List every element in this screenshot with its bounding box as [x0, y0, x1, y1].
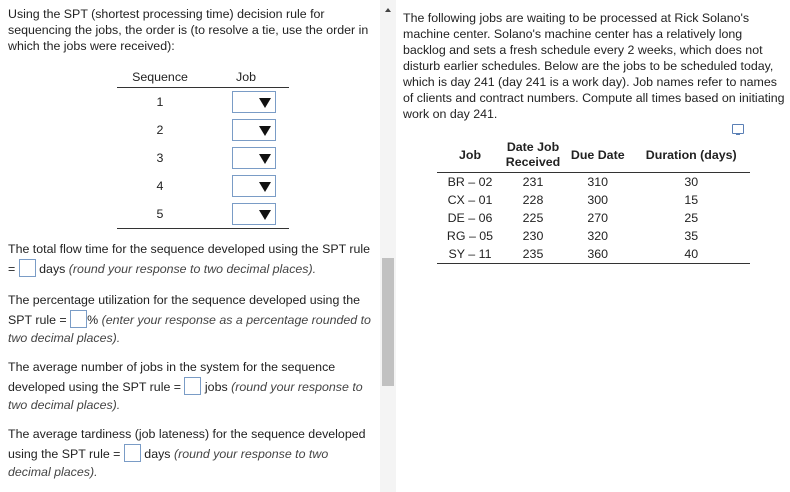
date-received-column-header: Date Job Received [503, 138, 563, 173]
job-header: Job [203, 67, 289, 88]
table-row [437, 209, 750, 227]
duration-cell: 35 [684, 229, 699, 243]
unit-label: % [87, 312, 99, 327]
job-cell: RG – 05 [446, 229, 494, 243]
sequence-number: 2 [156, 123, 164, 137]
dropdown-arrow-icon [259, 210, 271, 220]
question-text: The average tardiness (job lateness) for the sequence developed using the SPT rule = [8, 427, 366, 461]
avg-tardiness-input[interactable] [124, 444, 141, 462]
dropdown-arrow-icon [259, 154, 271, 164]
copy-data-icon[interactable] [732, 124, 744, 134]
total-flow-time-question [8, 240, 373, 278]
problem-text: The following jobs are waiting to be processed at Rick Solano's machine center. Solano's machine center has a relatively long backlog and sets a fresh schedule every 2 weeks, which does not disturb earlier schedules. Below are the jobs to be scheduled today, which is day 241 (day 241 is a work day). Job names refer to names of clients and contract numbers. Compute all times based on initiating work on day 241. [403, 11, 785, 121]
duration-cell: 25 [684, 211, 699, 225]
job-select-2[interactable] [232, 119, 276, 141]
job-column-header: Job [437, 138, 503, 173]
received-cell: 228 [522, 193, 544, 207]
due-cell: 270 [587, 211, 609, 225]
dropdown-arrow-icon [259, 126, 271, 136]
table-row [437, 173, 750, 192]
question-pane [0, 0, 380, 492]
due-cell: 320 [587, 229, 609, 243]
duration-cell: 15 [684, 193, 699, 207]
question-text: The total flow time for the sequence developed using the SPT rule = [8, 242, 371, 276]
hint-text: (round your response to two decimal places). [8, 446, 329, 479]
due-cell: 300 [587, 193, 609, 207]
sequence-number: 4 [156, 179, 164, 193]
sequence-number: 5 [156, 207, 164, 221]
question-text: The percentage utilization for the sequence developed using the SPT rule = [8, 293, 361, 327]
sequence-row [117, 116, 289, 144]
hint-text: (enter your response as a percentage rounded to two decimal places). [8, 312, 371, 345]
job-cell: SY – 11 [437, 245, 503, 264]
sequence-row [117, 172, 289, 200]
due-cell: 360 [563, 245, 632, 264]
scroll-thumb[interactable] [382, 258, 394, 386]
due-cell: 310 [587, 175, 609, 189]
total-flow-time-input[interactable] [19, 259, 36, 277]
vertical-scrollbar[interactable] [380, 0, 396, 492]
sequence-number: 1 [156, 95, 164, 109]
scroll-up-arrow-icon[interactable] [385, 8, 391, 12]
table-row [437, 227, 750, 245]
table-row [437, 191, 750, 209]
hint-text: (round your response to two decimal places). [8, 379, 363, 412]
job-select-4[interactable] [232, 175, 276, 197]
job-select-5[interactable] [232, 203, 276, 225]
intro-text: Using the SPT (shortest processing time) decision rule for sequencing the jobs, the order is (to resolve a tie, use the order in which the jobs were received): [8, 7, 369, 53]
problem-pane [396, 0, 790, 492]
sequence-header: Sequence [117, 67, 203, 88]
jobs-table [437, 138, 750, 264]
unit-label: days [144, 446, 171, 461]
unit-label: days [39, 261, 66, 276]
received-cell: 231 [522, 175, 544, 189]
job-cell: DE – 06 [447, 211, 493, 225]
dropdown-arrow-icon [259, 98, 271, 108]
received-cell: 230 [522, 229, 544, 243]
job-select-3[interactable] [232, 147, 276, 169]
received-cell: 235 [503, 245, 563, 264]
job-select-1[interactable] [232, 91, 276, 113]
question-text: The average number of jobs in the system for the sequence developed using the SPT rule = [8, 360, 336, 394]
job-cell: CX – 01 [447, 193, 493, 207]
dropdown-arrow-icon [259, 182, 271, 192]
sequence-number: 3 [156, 151, 164, 165]
received-cell: 225 [522, 211, 544, 225]
duration-cell: 30 [684, 175, 699, 189]
utilization-question [8, 291, 373, 348]
due-date-column-header: Due Date [563, 138, 632, 173]
avg-jobs-question [8, 358, 373, 415]
unit-label: jobs [204, 379, 228, 394]
table-row [437, 245, 750, 264]
sequence-table [117, 67, 289, 229]
duration-cell: 40 [632, 245, 750, 264]
utilization-input[interactable] [70, 310, 87, 328]
sequence-row [117, 88, 289, 117]
sequence-row [117, 144, 289, 172]
avg-tardiness-question [8, 425, 373, 482]
job-cell: BR – 02 [447, 175, 493, 189]
hint-text: (round your response to two decimal places). [68, 261, 317, 276]
avg-jobs-input[interactable] [184, 377, 201, 395]
duration-column-header: Duration (days) [632, 138, 750, 173]
sequence-row [117, 200, 289, 229]
